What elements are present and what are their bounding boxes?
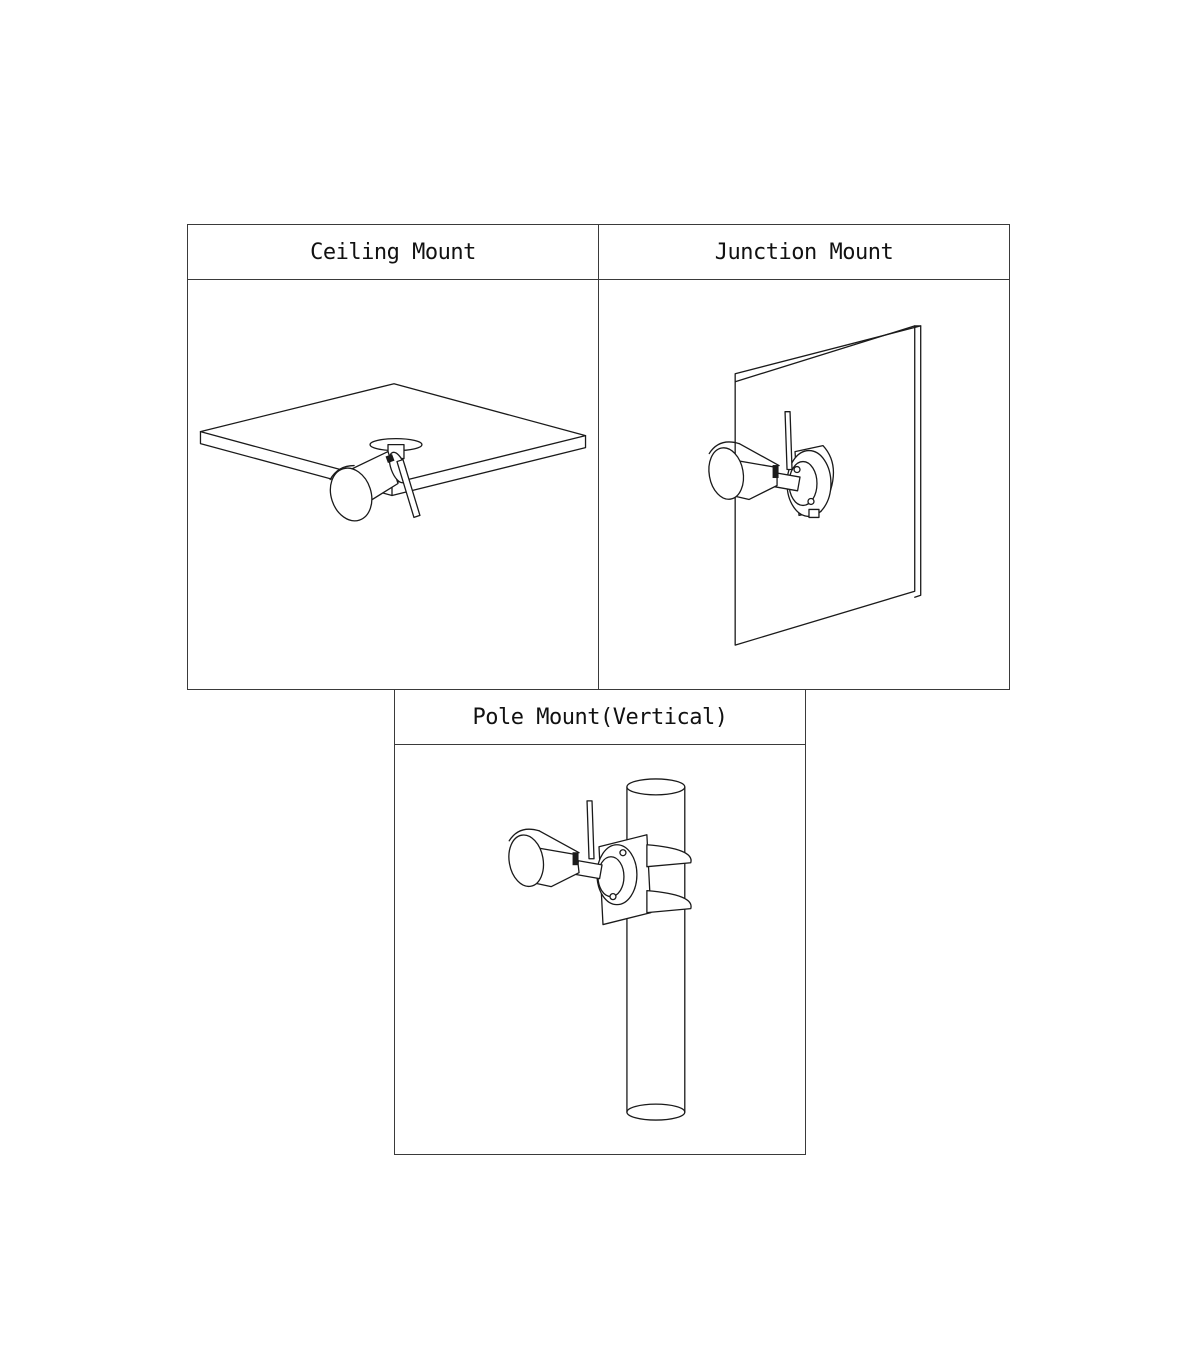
ceiling-mount-illustration: [188, 280, 598, 689]
pole-camera-drawing: [395, 745, 805, 1154]
junction-box: [597, 845, 637, 905]
pole-mount-illustration: [395, 745, 805, 1154]
antenna: [587, 801, 594, 859]
bullet-camera: [505, 829, 602, 889]
junction-camera-drawing: [599, 280, 1009, 689]
ceiling-mount-title: Ceiling Mount: [188, 225, 598, 280]
antenna: [785, 412, 792, 470]
junction-mount-title: Junction Mount: [599, 225, 1009, 280]
pole-mount-title: Pole Mount(Vertical): [395, 690, 805, 745]
pole-mount-panel: [394, 689, 806, 1155]
ceiling-mount-panel: [187, 224, 599, 690]
junction-mount-illustration: [599, 280, 1009, 689]
pole: [627, 779, 685, 1120]
junction-mount-panel: [598, 224, 1010, 690]
ceiling-camera-drawing: [188, 280, 598, 689]
